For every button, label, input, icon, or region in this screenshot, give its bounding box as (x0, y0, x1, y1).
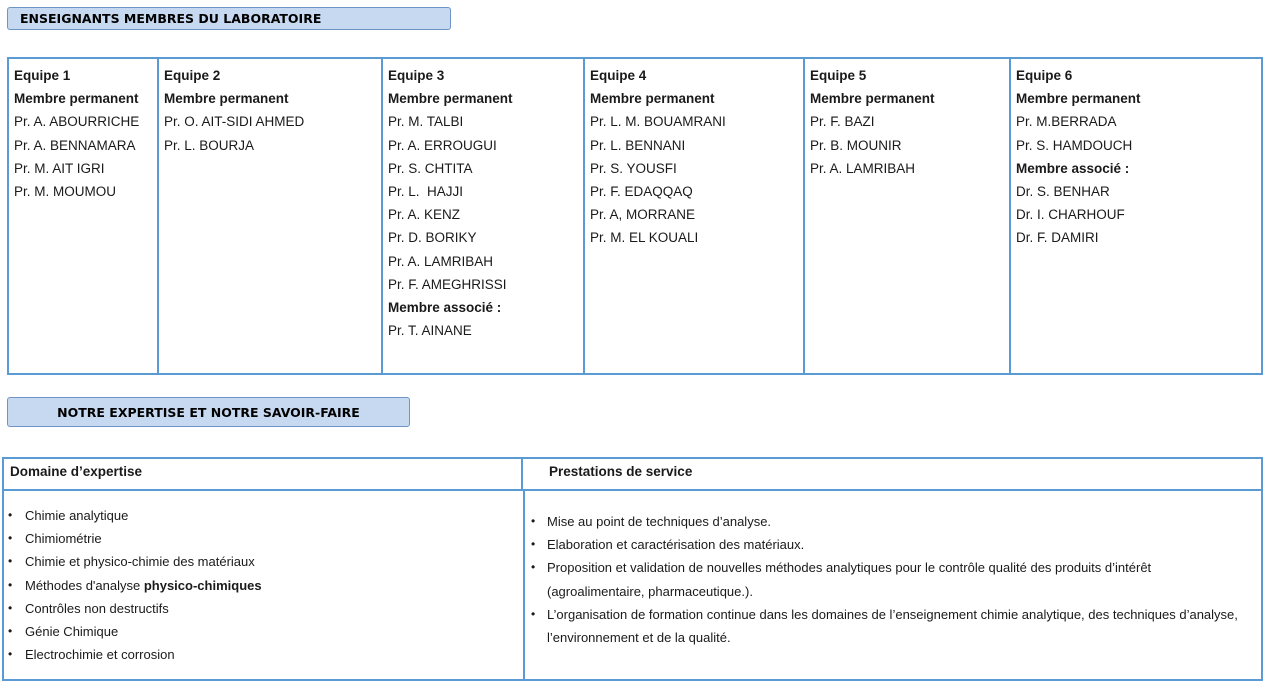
bullet-icon: • (531, 560, 536, 575)
team-name: Equipe 4 (590, 68, 647, 83)
bullet-icon: • (8, 624, 13, 639)
service-item-text: Proposition et validation de nouvelles méthodes analytiques pour le contrôle qualité des produits d’intérêt (agroalimentaire, pharmaceutique.). (547, 560, 1152, 599)
service-item-text: Mise au point de techniques d’analyse. (547, 514, 772, 529)
member-category: Membre permanent (810, 91, 935, 107)
domain-item-text: Contrôles non destructifs (25, 600, 169, 616)
bullet-icon: • (531, 606, 536, 621)
member-name: Pr. M. EL KOUALI (590, 230, 699, 246)
member-name: Pr. A. ABOURRICHE (14, 114, 140, 130)
domain-cell (4, 491, 525, 681)
expertise-header-row (4, 459, 1261, 491)
member-name: Pr. L. M. BOUAMRANI (590, 114, 726, 130)
member-category: Membre associé : (1016, 160, 1130, 176)
member-name: Pr. A. BENNAMARA (14, 137, 136, 153)
bullet-icon: • (8, 600, 13, 615)
team-name: Equipe 1 (14, 68, 71, 83)
domain-item (4, 643, 523, 666)
bullet-icon: • (531, 537, 536, 552)
member-name: Pr. S. CHTITA (388, 160, 473, 176)
team-column-3 (383, 59, 585, 373)
domain-item-emphasis: physico-chimiques (143, 577, 262, 593)
bullet-icon: • (8, 577, 13, 592)
member-name: Pr. M. MOUMOU (14, 183, 116, 199)
member-name: Pr. M.BERRADA (1016, 114, 1117, 130)
member-category: Membre associé : (388, 299, 502, 315)
bullet-icon: • (8, 647, 13, 662)
member-name: Dr. S. BENHAR (1016, 183, 1110, 199)
domain-item (4, 504, 523, 527)
section-title-expertise-text: NOTRE EXPERTISE ET NOTRE SAVOIR-FAIRE (57, 404, 360, 420)
member-name: Pr. A. LAMRIBAH (388, 253, 494, 269)
domain-item (4, 597, 523, 620)
team-column-2 (159, 59, 383, 373)
member-name: Pr. F. EDAQQAQ (590, 183, 693, 199)
service-item (525, 556, 1247, 602)
expertise-table (2, 457, 1263, 681)
member-name: Pr. A. LAMRIBAH (810, 160, 916, 176)
member-category: Membre permanent (388, 91, 513, 107)
services-list (525, 510, 1247, 649)
member-name: Pr. M. TALBI (388, 114, 464, 130)
member-name: Pr. L. HAJJI (388, 183, 464, 199)
domain-list (4, 504, 523, 666)
service-item (525, 533, 1247, 556)
member-name: Pr. T. AINANE (388, 323, 472, 339)
domain-item (4, 550, 523, 573)
team-column-5 (805, 59, 1011, 373)
domain-item (4, 620, 523, 643)
team-column-1 (9, 59, 159, 373)
bullet-icon: • (8, 508, 13, 522)
domain-item-text: Génie Chimique (25, 624, 119, 640)
domain-item (4, 574, 523, 597)
teams-table (7, 57, 1263, 375)
section-title-members-text: ENSEIGNANTS MEMBRES DU LABORATOIRE (20, 11, 322, 26)
team-name: Equipe 5 (810, 68, 867, 83)
member-name: Pr. A. ERROUGUI (388, 137, 497, 153)
domain-header: Domaine d’expertise (4, 459, 523, 489)
member-category: Membre permanent (164, 91, 289, 107)
team-column-6 (1011, 59, 1261, 373)
member-name: Pr. A. KENZ (388, 207, 461, 223)
team-name: Equipe 6 (1016, 68, 1073, 83)
member-name: Pr. S. YOUSFI (590, 160, 677, 176)
member-name: Dr. I. CHARHOUF (1016, 207, 1125, 223)
domain-item-text: Electrochimie et corrosion (25, 647, 175, 663)
services-header: Prestations de service (549, 464, 693, 479)
member-name: Pr. M. AIT IGRI (14, 160, 105, 176)
member-name: Dr. F. DAMIRI (1016, 230, 1099, 246)
member-name: Pr. F. AMEGHRISSI (388, 276, 507, 292)
team-name: Equipe 2 (164, 68, 221, 83)
member-name: Pr. O. AIT-SIDI AHMED (164, 114, 305, 130)
domain-item-text: Chimie et physico-chimie des matériaux (25, 554, 255, 570)
domain-item-text: Chimiométrie (25, 531, 102, 547)
member-category: Membre permanent (590, 91, 715, 107)
service-item (525, 510, 1247, 533)
service-item-text: Elaboration et caractérisation des matériaux. (547, 537, 805, 553)
services-cell (525, 491, 1261, 681)
member-category: Membre permanent (14, 91, 139, 107)
member-name: Pr. D. BORIKY (388, 230, 477, 246)
bullet-icon: • (531, 514, 536, 528)
expertise-body-row (4, 491, 1261, 681)
member-category: Membre permanent (1016, 91, 1141, 107)
team-name: Equipe 3 (388, 68, 445, 83)
team-column-4 (585, 59, 805, 373)
member-name: Pr. F. BAZI (810, 114, 875, 130)
bullet-icon: • (8, 531, 13, 546)
service-item (525, 603, 1247, 649)
member-name: Pr. A, MORRANE (590, 207, 696, 223)
member-name: Pr. L. BOURJA (164, 137, 255, 153)
domain-item-text: Chimie analytique (25, 508, 129, 523)
member-name: Pr. S. HAMDOUCH (1016, 137, 1133, 153)
service-item-text: L’organisation de formation continue dans les domaines de l’enseignement chimie analytique, des techniques d’analyse, l’environnement et de la qualité. (547, 606, 1238, 646)
section-title-expertise (7, 397, 410, 427)
domain-item (4, 527, 523, 550)
section-title-members (7, 7, 451, 30)
domain-item-text: Méthodes d'analyse (25, 577, 144, 593)
member-name: Pr. L. BENNANI (590, 137, 686, 153)
member-name: Pr. B. MOUNIR (810, 137, 902, 153)
bullet-icon: • (8, 554, 13, 569)
